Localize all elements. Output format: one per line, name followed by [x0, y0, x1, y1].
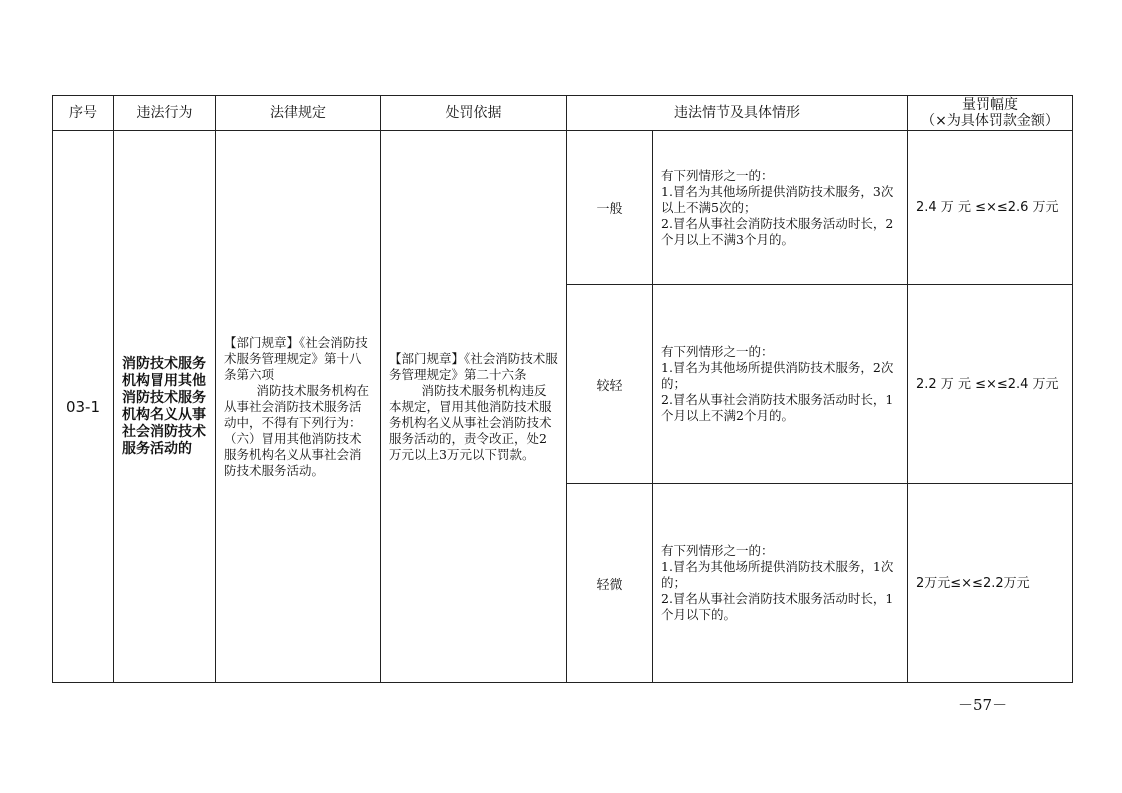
basis-text: 消防技术服务机构违反本规定，冒用其他消防技术服务机构名义从事社会消防技术服务活动的，责令改正，处2万元以上3万元以下罚款。 [389, 382, 552, 462]
row-law [216, 131, 381, 683]
list-item: 2.冒名从事社会消防技术服务活动时长，1个月以上不满2个月的。 [661, 392, 894, 423]
list-item: 有下列情形之一的： [661, 167, 774, 183]
header-circumstances: 违法情节及具体情形 [567, 96, 908, 131]
penalty-table [52, 95, 1073, 683]
grade-slight: 轻微 [567, 484, 653, 683]
fine-slight: 2万元≤×≤2.2万元 [908, 484, 1073, 683]
basis-title: 【部门规章】《社会消防技术服务管理规定》第二十六条 [389, 350, 558, 382]
fine-minor: 2.2 万 元 ≤×≤2.4 万元 [908, 285, 1073, 484]
header-fine-range [908, 96, 1073, 131]
list-item: 有下列情形之一的： [661, 543, 774, 558]
header-fine-title: 量罚幅度 [962, 97, 1018, 113]
list-item: 2.冒名从事社会消防技术服务活动时长，1个月以下的。 [661, 591, 894, 622]
circumstances-minor [653, 285, 908, 484]
list-item: 1.冒名为其他场所提供消防技术服务，3次以上不满5次的； [661, 183, 894, 215]
circumstances-slight [653, 484, 908, 683]
list-item: 有下列情形之一的： [661, 344, 774, 359]
grade-minor: 较轻 [567, 285, 653, 484]
row-basis [381, 131, 567, 683]
fine-general: 2.4 万 元 ≤×≤2.6 万元 [908, 131, 1073, 285]
row-violation: 消防技术服务机构冒用其他消防技术服务机构名义从事社会消防技术服务活动的 [114, 131, 216, 683]
header-violation: 违法行为 [114, 96, 216, 131]
list-item: 1.冒名为其他场所提供消防技术服务，1次的； [661, 559, 894, 590]
law-text: 消防技术服务机构在从事社会消防技术服务活动中，不得有下列行为：（六）冒用其他消防技术服务机构名义从事社会消防技术服务活动。 [224, 382, 370, 478]
row-seq: 03-1 [53, 131, 114, 683]
page-number: －57－ [958, 696, 1008, 714]
header-seq: 序号 [53, 96, 114, 131]
circumstances-general [653, 131, 908, 285]
header-law: 法律规定 [216, 96, 381, 131]
table-row [53, 131, 1073, 285]
law-title: 【部门规章】《社会消防技术服务管理规定》第十八条第六项 [224, 334, 368, 382]
header-row [53, 96, 1073, 131]
list-item: 2.冒名从事社会消防技术服务活动时长，2个月以上不满3个月的。 [661, 215, 894, 247]
header-basis: 处罚依据 [381, 96, 567, 131]
list-item: 1.冒名为其他场所提供消防技术服务，2次的； [661, 360, 894, 391]
grade-general: 一般 [567, 131, 653, 285]
header-fine-note: （×为具体罚款金额） [921, 113, 1059, 129]
